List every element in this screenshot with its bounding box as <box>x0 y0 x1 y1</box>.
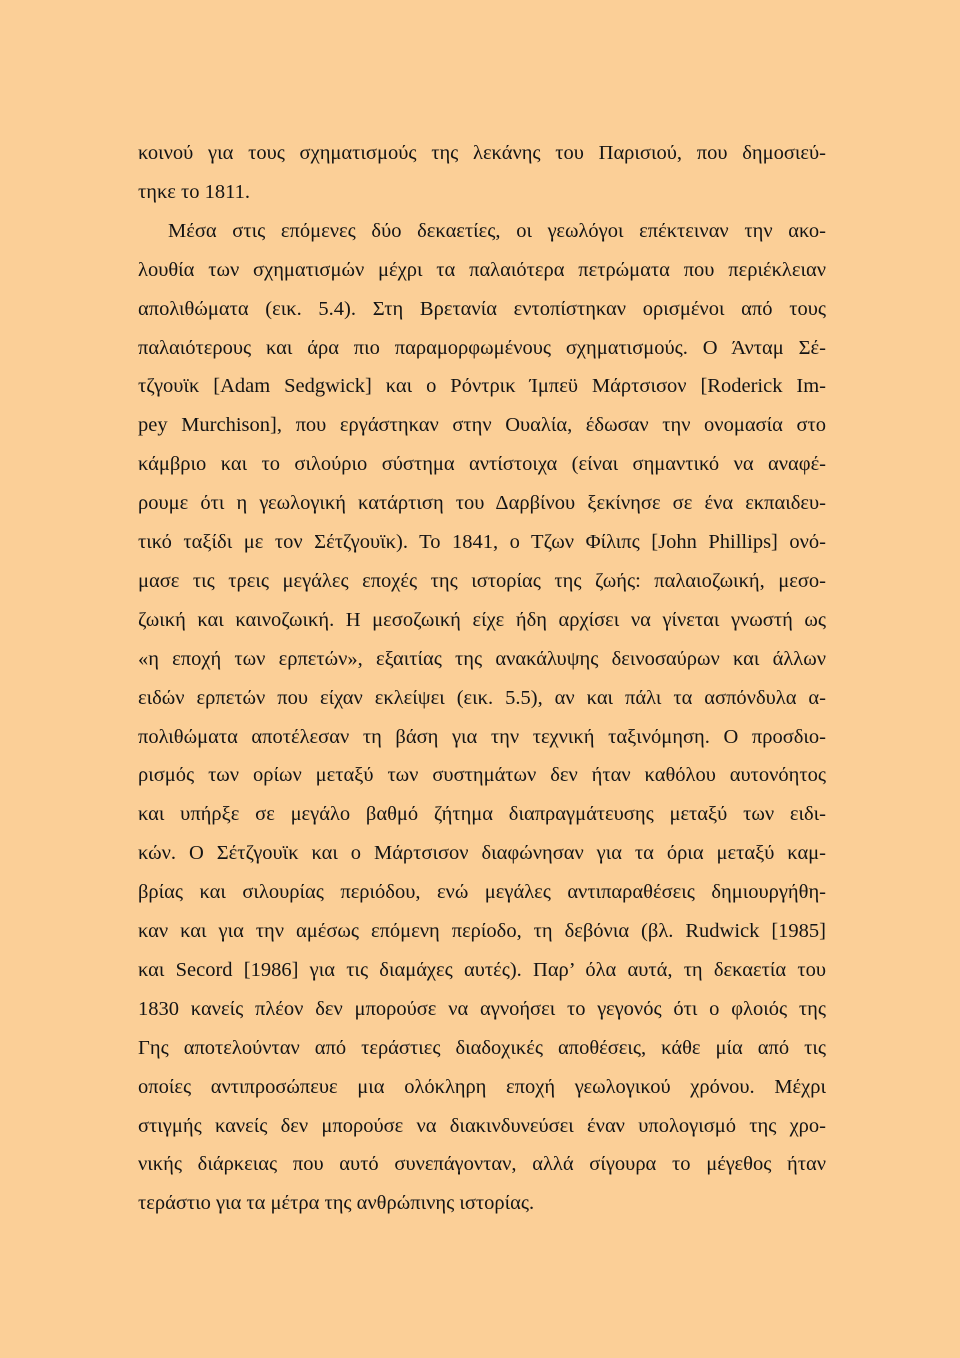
text-line: πολιθώματα αποτέλεσαν τη βάση για την τεχνική ταξινόμηση. Ο προσδιο- <box>138 725 826 748</box>
text-line: τηκε το 1811. <box>138 180 250 203</box>
text-line: νικής διάρκειας που αυτό συνεπάγονταν, αλλά σίγουρα το μέγεθος ήταν <box>138 1153 826 1176</box>
text-line: ρισμός των ορίων μεταξύ των συστημάτων δεν ήταν καθόλου αυτονόητος <box>138 764 826 787</box>
text-line: τεράστιο για τα μέτρα της ανθρώπινης ιστορίας. <box>138 1192 535 1215</box>
text-line: ζωική και καινοζωική. Η μεσοζωική είχε ήδη αρχίσει να γίνεται γνωστή ως <box>138 608 826 631</box>
text-line: βρίας και σιλουρίας περιόδου, ενώ μεγάλες αντιπαραθέσεις δημιουργήθη- <box>138 881 826 904</box>
text-line: παλαιότερους και άρα πιο παραμορφωμένους σχηματισμούς. Ο Άνταμ Σέ- <box>138 336 826 359</box>
text-line: κοινού για τους σχηματισμούς της λεκάνης του Παρισιού, που δημοσιεύ- <box>138 142 826 164</box>
text-line: κών. Ο Σέτζγουϊκ και ο Μάρτσισον διαφώνησαν για τα όρια μεταξύ καμ- <box>138 842 826 865</box>
text-line: στιγμής κανείς δεν μπορούσε να διακινδυνεύσει έναν υπολογισμό της χρο- <box>138 1114 826 1137</box>
text-line: ειδών ερπετών που είχαν εκλείψει (εικ. 5.5), αν και πάλι τα ασπόνδυλα α- <box>138 686 826 709</box>
text-line: Γης αποτελούνταν από τεράστιες διαδοχικές αποθέσεις, κάθε μία από τις <box>138 1036 826 1059</box>
text-line: «η εποχή των ερπετών», εξαιτίας της ανακάλυψης δεινοσαύρων και άλλων <box>138 647 826 670</box>
text-line: καν και για την αμέσως επόμενη περίοδο, τη δεβόνια (βλ. Rudwick [1985] <box>138 920 826 942</box>
text-line: απολιθώματα (εικ. 5.4). Στη Βρετανία εντοπίστηκαν ορισμένοι από τους <box>138 297 826 320</box>
text-line: και υπήρξε σε μεγάλο βαθμό ζήτημα διαπραγμάτευσης μεταξύ των ειδι- <box>138 803 826 826</box>
text-line: μασε τις τρεις μεγάλες εποχές της ιστορίας της ζωής: παλαιοζωική, μεσο- <box>138 569 826 592</box>
text-line: 1830 κανείς πλέον δεν μπορούσε να αγνοήσει το γεγονός ότι ο φλοιός της <box>138 997 826 1020</box>
text-line: κάμβριο και το σιλούριο σύστημα αντίστοιχα (είναι σημαντικό να αναφέ- <box>138 453 826 476</box>
text-line: τζγουϊκ [Adam Sedgwick] και ο Ρόντρικ Ίμπεϋ Μάρτσισον [Roderick Im- <box>138 375 826 398</box>
text-line: ρουμε ότι η γεωλογική κατάρτιση του Δαρβίνου ξεκίνησε σε ένα εκπαιδευ- <box>138 492 826 515</box>
text-line: pey Murchison], που εργάστηκαν στην Ουαλία, έδωσαν την ονομασία στο <box>138 414 826 437</box>
text-line: Μέσα στις επόμενες δύο δεκαετίες, οι γεωλόγοι επέκτειναν την ακο- <box>168 219 826 242</box>
text-line: τικό ταξίδι με τον Σέτζγουϊκ). Το 1841, ο Τζων Φίλιπς [John Phillips] ονό- <box>138 531 826 553</box>
text-line: οποίες αντιπροσώπευε μια ολόκληρη εποχή γεωλογικού χρόνου. Μέχρι <box>138 1075 826 1098</box>
text-line: και Secord [1986] για τις διαμάχες αυτές). Παρ’ όλα αυτά, τη δεκαετία του <box>138 958 826 981</box>
text-line: λουθία των σχηματισμών μέχρι τα παλαιότερα πετρώματα που περιέκλειαν <box>138 258 826 281</box>
